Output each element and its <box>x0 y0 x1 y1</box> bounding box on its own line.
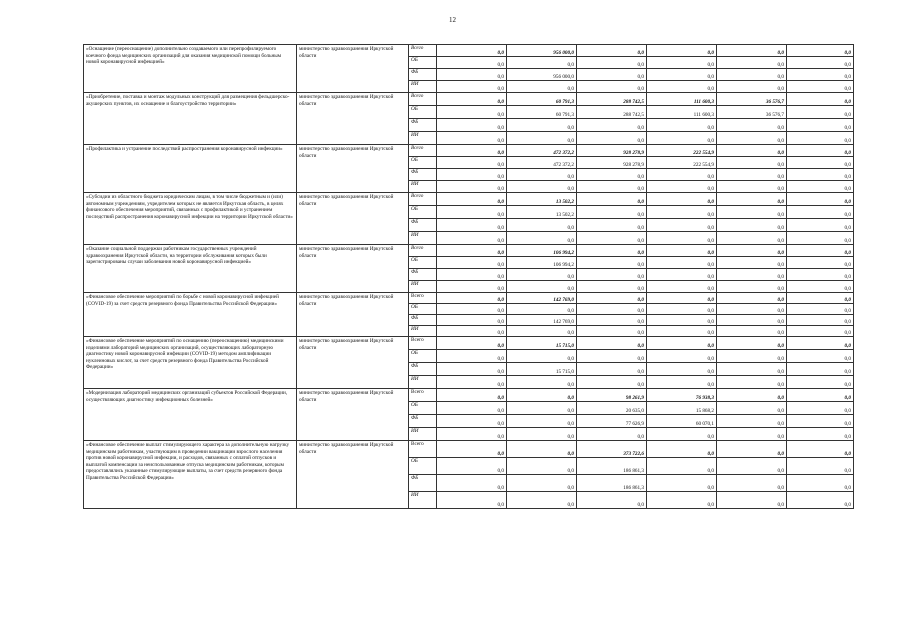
amount-cell: 0,0 <box>787 415 854 428</box>
amount-cell: 0,0 <box>507 389 577 402</box>
amount-cell: 0,0 <box>647 492 717 509</box>
table-row <box>84 293 854 304</box>
amount-cell: 0,0 <box>647 475 717 492</box>
amount-cell: 0,0 <box>717 475 787 492</box>
funding-source-label: ФБ <box>409 219 437 232</box>
amount-cell: 0,0 <box>507 132 577 145</box>
responsible-executor: министерство здравоохранения Иркутской области <box>297 293 409 337</box>
amount-cell: 0,0 <box>437 475 507 492</box>
amount-cell: 0,0 <box>437 326 507 337</box>
amount-cell: 0,0 <box>787 350 854 363</box>
activity-description: «Приобретение, поставка и монтаж модульных конструкций для размещения фельдшерско-акушерских пунктов, их оснащение и благоустройство территории» <box>84 93 297 145</box>
amount-cell: 0,0 <box>717 119 787 132</box>
amount-cell: 15 715,0 <box>507 363 577 376</box>
amount-cell: 0,0 <box>717 206 787 219</box>
activity-description: «Оказание социальной поддержки работникам государственных учреждений здравоохранения Иркутской области, на территории обслуживания которых были зарегистрированы случаи заболевания новой коронавирусной инфекцией» <box>84 245 297 293</box>
amount-cell: 0,0 <box>507 304 577 315</box>
amount-cell: 0,0 <box>717 145 787 157</box>
amount-cell: 0,0 <box>717 326 787 337</box>
amount-cell: 0,0 <box>787 315 854 326</box>
amount-cell: 0,0 <box>577 193 647 206</box>
funding-source-label: ИИ <box>409 326 437 337</box>
amount-cell: 0,0 <box>577 326 647 337</box>
amount-cell: 0,0 <box>717 157 787 169</box>
amount-cell: 0,0 <box>437 350 507 363</box>
amount-cell: 0,0 <box>577 293 647 304</box>
amount-cell: 0,0 <box>437 441 507 458</box>
funding-source-label: ОБ <box>409 458 437 475</box>
amount-cell: 15 868,2 <box>647 402 717 415</box>
funding-source-label: ФБ <box>409 363 437 376</box>
amount-cell: 472 372,2 <box>507 145 577 157</box>
amount-cell: 0,0 <box>437 119 507 132</box>
amount-cell: 0,0 <box>647 193 717 206</box>
funding-source-label: ИИ <box>409 428 437 441</box>
amount-cell: 0,0 <box>437 363 507 376</box>
amount-cell: 0,0 <box>647 69 717 81</box>
amount-cell: 0,0 <box>647 337 717 350</box>
amount-cell: 0,0 <box>577 81 647 93</box>
amount-cell: 0,0 <box>717 181 787 193</box>
funding-source-label: Всего <box>409 145 437 157</box>
amount-cell: 36 576,7 <box>717 93 787 106</box>
amount-cell: 0,0 <box>787 326 854 337</box>
amount-cell: 0,0 <box>647 81 717 93</box>
amount-cell: 0,0 <box>787 81 854 93</box>
table-row <box>84 193 854 206</box>
amount-cell: 0,0 <box>437 232 507 245</box>
funding-source-label: ОБ <box>409 57 437 69</box>
amount-cell: 111 600,3 <box>647 106 717 119</box>
amount-cell: 0,0 <box>577 181 647 193</box>
amount-cell: 0,0 <box>577 304 647 315</box>
responsible-executor: министерство здравоохранения Иркутской области <box>297 389 409 441</box>
amount-cell: 0,0 <box>647 269 717 281</box>
amount-cell: 0,0 <box>717 169 787 181</box>
amount-cell: 0,0 <box>717 304 787 315</box>
amount-cell: 36 576,7 <box>717 106 787 119</box>
amount-cell: 0,0 <box>437 169 507 181</box>
responsible-executor: министерство здравоохранения Иркутской области <box>297 45 409 93</box>
responsible-executor: министерство здравоохранения Иркутской области <box>297 145 409 193</box>
amount-cell: 0,0 <box>437 492 507 509</box>
activity-description: «Финансовое обеспечение мероприятий по оснащению (переоснащению) медицинскими изделиями лабораторий медицинских организаций, осуществляющих лабораторную диагностику новой коронавирусной инфекции (COVID-19) методом амплификации нуклеиновых кислот, за счет средств резервного фонда Правительства Российской Федерации» <box>84 337 297 389</box>
amount-cell: 0,0 <box>437 93 507 106</box>
amount-cell: 0,0 <box>647 458 717 475</box>
amount-cell: 0,0 <box>787 193 854 206</box>
amount-cell: 0,0 <box>507 169 577 181</box>
amount-cell: 288 742,5 <box>577 93 647 106</box>
funding-source-label: Всего <box>409 45 437 57</box>
amount-cell: 0,0 <box>437 337 507 350</box>
funding-source-label: ИИ <box>409 181 437 193</box>
funding-source-label: ФБ <box>409 119 437 132</box>
amount-cell: 0,0 <box>647 206 717 219</box>
amount-cell: 928 278,9 <box>577 145 647 157</box>
amount-cell: 0,0 <box>717 458 787 475</box>
amount-cell: 0,0 <box>787 441 854 458</box>
amount-cell: 0,0 <box>577 57 647 69</box>
amount-cell: 0,0 <box>577 269 647 281</box>
amount-cell: 0,0 <box>437 315 507 326</box>
amount-cell: 0,0 <box>577 350 647 363</box>
amount-cell: 60 070,1 <box>647 415 717 428</box>
amount-cell: 111 600,3 <box>647 93 717 106</box>
funding-source-label: ФБ <box>409 415 437 428</box>
amount-cell: 77 626,9 <box>577 415 647 428</box>
amount-cell: 0,0 <box>507 402 577 415</box>
amount-cell: 0,0 <box>577 232 647 245</box>
amount-cell: 0,0 <box>717 376 787 389</box>
amount-cell: 0,0 <box>647 363 717 376</box>
table-body <box>84 45 854 509</box>
amount-cell: 0,0 <box>577 257 647 269</box>
amount-cell: 0,0 <box>717 363 787 376</box>
amount-cell: 0,0 <box>717 415 787 428</box>
amount-cell: 0,0 <box>647 169 717 181</box>
budget-table <box>83 44 854 509</box>
amount-cell: 0,0 <box>647 281 717 293</box>
funding-source-label: ОБ <box>409 350 437 363</box>
amount-cell: 0,0 <box>787 93 854 106</box>
table-row <box>84 45 854 57</box>
amount-cell: 0,0 <box>507 219 577 232</box>
amount-cell: 0,0 <box>647 257 717 269</box>
amount-cell: 0,0 <box>437 181 507 193</box>
funding-source-label: ИИ <box>409 132 437 145</box>
amount-cell: 0,0 <box>717 132 787 145</box>
funding-source-label: ИИ <box>409 492 437 509</box>
amount-cell: 0,0 <box>717 193 787 206</box>
responsible-executor: министерство здравоохранения Иркутской области <box>297 93 409 145</box>
amount-cell: 0,0 <box>577 315 647 326</box>
table-row <box>84 145 854 157</box>
amount-cell: 0,0 <box>717 269 787 281</box>
funding-source-label: Всего <box>409 293 437 304</box>
amount-cell: 222 554,9 <box>647 157 717 169</box>
amount-cell: 0,0 <box>647 119 717 132</box>
amount-cell: 0,0 <box>717 245 787 257</box>
activity-description: «Финансовое обеспечение выплат стимулирующего характера за дополнительную нагрузку медицинским работникам, участвующим в проведении вакцинации взрослого населения против новой коронавирусной инфекции, и расходов, связанных с оплатой отпусков и выплатой компенсации за неиспользованные отпуска медицинским работникам, которым предоставлялись указанные стимулирующие выплаты, за счет средств резервного фонда Правительства Российской Федерации» <box>84 441 297 509</box>
amount-cell: 0,0 <box>647 293 717 304</box>
amount-cell: 0,0 <box>437 458 507 475</box>
activity-description: «Финансовое обеспечение мероприятий по борьбе с новой коронавирусной инфекцией (COVID-19) за счет средств резервного фонда Правительства Российской Федерации» <box>84 293 297 337</box>
responsible-executor: министерство здравоохранения Иркутской области <box>297 245 409 293</box>
amount-cell: 106 994,2 <box>507 245 577 257</box>
amount-cell: 0,0 <box>437 57 507 69</box>
amount-cell: 0,0 <box>787 45 854 57</box>
amount-cell: 373 722,6 <box>577 441 647 458</box>
amount-cell: 0,0 <box>787 206 854 219</box>
amount-cell: 98 261,9 <box>577 389 647 402</box>
amount-cell: 13 502,2 <box>507 193 577 206</box>
amount-cell: 20 635,0 <box>577 402 647 415</box>
amount-cell: 0,0 <box>507 57 577 69</box>
amount-cell: 0,0 <box>437 106 507 119</box>
table-row <box>84 93 854 106</box>
amount-cell: 0,0 <box>787 69 854 81</box>
funding-source-label: ИИ <box>409 281 437 293</box>
amount-cell: 0,0 <box>437 81 507 93</box>
amount-cell: 0,0 <box>507 350 577 363</box>
amount-cell: 15 715,0 <box>507 337 577 350</box>
activity-description: «Модернизация лабораторий медицинских организаций субъектов Российской Федерации, осуществляющих диагностику инфекционных болезней» <box>84 389 297 441</box>
amount-cell: 0,0 <box>787 428 854 441</box>
amount-cell: 0,0 <box>647 326 717 337</box>
amount-cell: 0,0 <box>647 132 717 145</box>
amount-cell: 0,0 <box>577 119 647 132</box>
amount-cell: 0,0 <box>717 428 787 441</box>
amount-cell: 0,0 <box>507 181 577 193</box>
amount-cell: 0,0 <box>507 475 577 492</box>
amount-cell: 0,0 <box>717 69 787 81</box>
amount-cell: 0,0 <box>507 492 577 509</box>
amount-cell: 0,0 <box>787 106 854 119</box>
amount-cell: 0,0 <box>647 376 717 389</box>
amount-cell: 0,0 <box>787 181 854 193</box>
amount-cell: 0,0 <box>787 475 854 492</box>
amount-cell: 0,0 <box>437 45 507 57</box>
amount-cell: 0,0 <box>787 157 854 169</box>
funding-source-label: ФБ <box>409 315 437 326</box>
amount-cell: 0,0 <box>647 350 717 363</box>
amount-cell: 0,0 <box>507 232 577 245</box>
funding-source-label: ОБ <box>409 257 437 269</box>
amount-cell: 0,0 <box>437 69 507 81</box>
amount-cell: 0,0 <box>647 181 717 193</box>
amount-cell: 0,0 <box>577 45 647 57</box>
amount-cell: 0,0 <box>717 57 787 69</box>
amount-cell: 0,0 <box>437 281 507 293</box>
amount-cell: 0,0 <box>437 245 507 257</box>
amount-cell: 0,0 <box>717 389 787 402</box>
amount-cell: 60 791,3 <box>507 93 577 106</box>
responsible-executor: министерство здравоохранения Иркутской области <box>297 441 409 509</box>
amount-cell: 0,0 <box>577 376 647 389</box>
amount-cell: 0,0 <box>647 219 717 232</box>
activity-description: «Профилактика и устранение последствий распространения коронавирусной инфекции» <box>84 145 297 193</box>
activity-description: «Оснащение (переоснащение) дополнительно создаваемого или перепрофилируемого коечного фонда медицинских организаций для оказания медицинской помощи больным новой коронавирусной инфекцией» <box>84 45 297 93</box>
responsible-executor: министерство здравоохранения Иркутской области <box>297 193 409 245</box>
amount-cell: 0,0 <box>647 315 717 326</box>
funding-source-label: ФБ <box>409 69 437 81</box>
amount-cell: 0,0 <box>577 492 647 509</box>
amount-cell: 0,0 <box>507 281 577 293</box>
amount-cell: 0,0 <box>647 428 717 441</box>
amount-cell: 0,0 <box>787 245 854 257</box>
activity-description: «Субсидии из областного бюджета юридическим лицам, в том числе бюджетным и (или) автономным учреждениям, учредителем которых не является Иркутская область, в целях финансового обеспечения мероприятий, связанных с профилактикой и устранением последствий распространения коронавирусной инфекции на территории Иркутской области» <box>84 193 297 245</box>
amount-cell: 0,0 <box>647 304 717 315</box>
page-number: 12 <box>449 16 456 24</box>
amount-cell: 0,0 <box>507 269 577 281</box>
amount-cell: 0,0 <box>437 157 507 169</box>
funding-source-label: Всего <box>409 389 437 402</box>
amount-cell: 0,0 <box>577 245 647 257</box>
amount-cell: 0,0 <box>647 232 717 245</box>
amount-cell: 0,0 <box>787 57 854 69</box>
amount-cell: 0,0 <box>437 415 507 428</box>
amount-cell: 0,0 <box>647 57 717 69</box>
amount-cell: 0,0 <box>717 492 787 509</box>
amount-cell: 142 769,0 <box>507 315 577 326</box>
amount-cell: 0,0 <box>577 132 647 145</box>
funding-source-label: ОБ <box>409 304 437 315</box>
amount-cell: 0,0 <box>507 119 577 132</box>
amount-cell: 0,0 <box>437 132 507 145</box>
amount-cell: 0,0 <box>717 337 787 350</box>
amount-cell: 0,0 <box>787 169 854 181</box>
amount-cell: 106 994,2 <box>507 257 577 269</box>
amount-cell: 0,0 <box>437 145 507 157</box>
amount-cell: 0,0 <box>787 293 854 304</box>
amount-cell: 0,0 <box>507 458 577 475</box>
amount-cell: 0,0 <box>437 257 507 269</box>
table-row <box>84 441 854 458</box>
funding-source-label: ОБ <box>409 206 437 219</box>
amount-cell: 0,0 <box>717 293 787 304</box>
amount-cell: 928 278,9 <box>577 157 647 169</box>
funding-source-label: Всего <box>409 441 437 458</box>
amount-cell: 0,0 <box>437 193 507 206</box>
amount-cell: 0,0 <box>437 389 507 402</box>
amount-cell: 0,0 <box>787 145 854 157</box>
funding-source-label: ОБ <box>409 402 437 415</box>
amount-cell: 0,0 <box>787 219 854 232</box>
amount-cell: 0,0 <box>717 45 787 57</box>
amount-cell: 0,0 <box>787 281 854 293</box>
amount-cell: 0,0 <box>507 441 577 458</box>
amount-cell: 76 938,3 <box>647 389 717 402</box>
amount-cell: 0,0 <box>717 402 787 415</box>
amount-cell: 0,0 <box>787 389 854 402</box>
amount-cell: 0,0 <box>437 304 507 315</box>
funding-source-label: ИИ <box>409 232 437 245</box>
amount-cell: 0,0 <box>437 219 507 232</box>
funding-source-label: Всего <box>409 337 437 350</box>
amount-cell: 0,0 <box>577 169 647 181</box>
amount-cell: 0,0 <box>577 281 647 293</box>
amount-cell: 0,0 <box>507 326 577 337</box>
amount-cell: 0,0 <box>787 492 854 509</box>
funding-source-label: ФБ <box>409 169 437 181</box>
amount-cell: 0,0 <box>717 350 787 363</box>
amount-cell: 0,0 <box>647 245 717 257</box>
amount-cell: 0,0 <box>647 45 717 57</box>
amount-cell: 0,0 <box>787 132 854 145</box>
amount-cell: 142 769,0 <box>507 293 577 304</box>
amount-cell: 0,0 <box>717 219 787 232</box>
funding-source-label: ОБ <box>409 106 437 119</box>
amount-cell: 0,0 <box>437 402 507 415</box>
amount-cell: 0,0 <box>577 337 647 350</box>
amount-cell: 0,0 <box>577 363 647 376</box>
amount-cell: 0,0 <box>437 269 507 281</box>
amount-cell: 0,0 <box>717 257 787 269</box>
amount-cell: 0,0 <box>577 219 647 232</box>
amount-cell: 186 861,3 <box>577 458 647 475</box>
amount-cell: 956 000,0 <box>507 45 577 57</box>
amount-cell: 0,0 <box>507 415 577 428</box>
funding-source-label: ОБ <box>409 157 437 169</box>
amount-cell: 0,0 <box>787 257 854 269</box>
amount-cell: 0,0 <box>787 458 854 475</box>
amount-cell: 60 791,3 <box>507 106 577 119</box>
amount-cell: 13 502,2 <box>507 206 577 219</box>
amount-cell: 0,0 <box>787 119 854 132</box>
amount-cell: 0,0 <box>717 81 787 93</box>
table-row <box>84 245 854 257</box>
amount-cell: 0,0 <box>717 315 787 326</box>
amount-cell: 0,0 <box>577 69 647 81</box>
amount-cell: 0,0 <box>507 428 577 441</box>
funding-source-label: ИИ <box>409 376 437 389</box>
amount-cell: 0,0 <box>787 376 854 389</box>
amount-cell: 0,0 <box>787 363 854 376</box>
amount-cell: 0,0 <box>577 428 647 441</box>
funding-source-label: Всего <box>409 193 437 206</box>
amount-cell: 222 554,9 <box>647 145 717 157</box>
amount-cell: 0,0 <box>437 376 507 389</box>
amount-cell: 0,0 <box>787 337 854 350</box>
amount-cell: 0,0 <box>787 402 854 415</box>
amount-cell: 0,0 <box>507 81 577 93</box>
amount-cell: 0,0 <box>437 428 507 441</box>
amount-cell: 0,0 <box>717 232 787 245</box>
funding-source-label: Всего <box>409 93 437 106</box>
funding-source-label: ИИ <box>409 81 437 93</box>
amount-cell: 0,0 <box>787 232 854 245</box>
amount-cell: 0,0 <box>717 441 787 458</box>
table-row <box>84 389 854 402</box>
amount-cell: 956 000,0 <box>507 69 577 81</box>
amount-cell: 0,0 <box>717 281 787 293</box>
amount-cell: 0,0 <box>787 304 854 315</box>
amount-cell: 472 372,2 <box>507 157 577 169</box>
amount-cell: 0,0 <box>437 293 507 304</box>
responsible-executor: министерство здравоохранения Иркутской области <box>297 337 409 389</box>
amount-cell: 0,0 <box>507 376 577 389</box>
amount-cell: 288 742,5 <box>577 106 647 119</box>
table-row <box>84 337 854 350</box>
funding-source-label: ФБ <box>409 475 437 492</box>
amount-cell: 186 861,3 <box>577 475 647 492</box>
amount-cell: 0,0 <box>437 206 507 219</box>
amount-cell: 0,0 <box>787 269 854 281</box>
funding-source-label: Всего <box>409 245 437 257</box>
amount-cell: 0,0 <box>577 206 647 219</box>
amount-cell: 0,0 <box>647 441 717 458</box>
funding-source-label: ФБ <box>409 269 437 281</box>
